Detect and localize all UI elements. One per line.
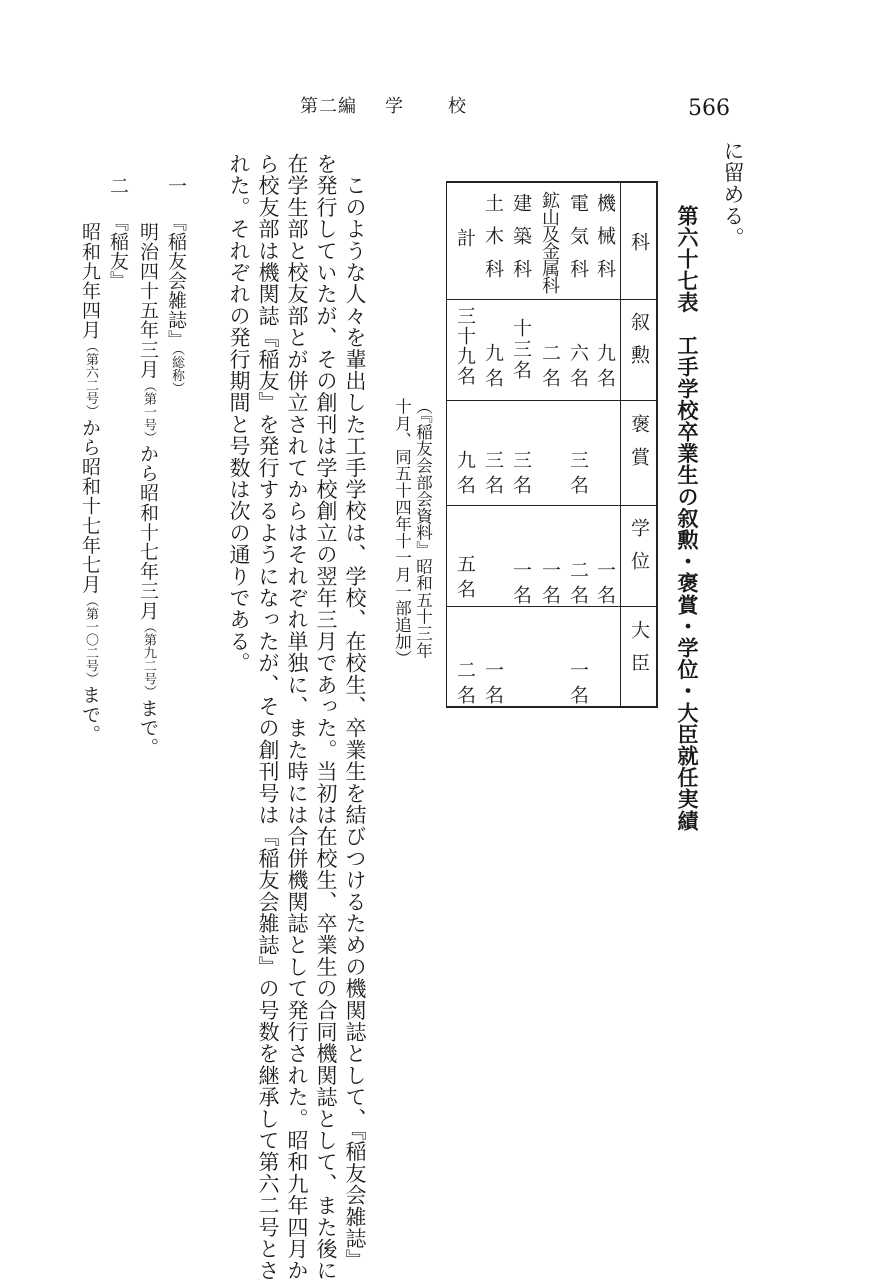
paragraph-line: を発行していたが、その創刊は学校創立の翌年三月であった。当初は在校生、卒業生の合同機関誌として、また後に	[314, 153, 338, 1281]
paragraph-line: ら校友部は機関誌『稲友』を発行するようになったが、その創刊号は『稲友会雑誌』の号数を継承して第六二号とさ	[256, 153, 280, 1281]
list-item-number: 一	[165, 176, 187, 196]
header-cell-gakui: 学位	[628, 518, 650, 584]
list-item-number: 二	[107, 176, 129, 196]
paragraph-line: れた。それぞれの発行期間と号数は次の通りである。	[227, 153, 251, 674]
table-right-rule	[656, 181, 658, 708]
cell-jokun: 九名	[482, 343, 504, 393]
header-part2: 校	[448, 96, 467, 117]
cell-jokun: 九名	[594, 343, 616, 393]
cell-gakui: 五名	[454, 554, 476, 604]
header-chapter: 第二編	[300, 96, 357, 117]
table-left-rule	[446, 181, 447, 708]
cell-gakui: 二名	[567, 560, 589, 610]
cell-gakui: 一名	[539, 560, 561, 610]
cell-jokun: 二名	[539, 343, 561, 393]
cell-jokun: 十三名	[510, 318, 532, 381]
running-header	[300, 98, 467, 116]
cell-subject: 建築科	[510, 193, 532, 292]
cell-hosho: 三名	[482, 450, 504, 500]
header-cell-subject: 科	[628, 232, 650, 265]
paragraph-line: このような人々を輩出した工手学校は、学校、在校生、卒業生を結びつけるための機関誌として、『稲友会雑誌』	[343, 153, 367, 1271]
col-separator	[446, 400, 658, 401]
col-separator	[446, 505, 658, 506]
cell-gakui: 一名	[510, 560, 532, 610]
cell-daijin: 一名	[482, 660, 504, 710]
cell-daijin: 二名	[454, 660, 476, 710]
header-cell-jokun: 叙勲	[628, 312, 650, 378]
table-title: 第六十七表 工手学校卒業生の叙勲・褒賞・学位・大臣就任実績	[675, 205, 700, 832]
cell-jokun: 六名	[567, 343, 589, 393]
cell-subject: 電気科	[567, 193, 589, 292]
table-source-line2: 十月、同五十四年十一月一部追加）	[392, 398, 412, 667]
table-bottom-rule	[446, 706, 658, 708]
cell-hosho: 三名	[510, 450, 532, 500]
table-top-rule	[446, 181, 658, 183]
continuation-text: に留める。	[721, 140, 745, 249]
page-number: 566	[688, 96, 730, 121]
list-item-detail: 明治四十五年三月（第一号）から昭和十七年三月（第九二号）まで。	[137, 222, 159, 758]
cell-gakui: 一名	[594, 560, 616, 610]
header-separator	[620, 181, 621, 708]
paragraph-line: 在学生部と校友部とが併立されてからはそれぞれ単独に、また時には合併機関誌として発行された。昭和九年四月か	[285, 153, 309, 1281]
table-source-line1: （『稲友会部会資料』昭和五十三年	[413, 398, 433, 659]
header-cell-hosho: 褒賞	[628, 414, 650, 480]
list-item-detail: 昭和九年四月（第六二号）から昭和十七年七月（第一〇二号）まで。	[79, 222, 101, 744]
cell-subject: 土木科	[482, 193, 504, 292]
cell-daijin: 一名	[567, 660, 589, 710]
list-item-title: 『稲友』	[107, 212, 129, 291]
cell-jokun: 三十九名	[454, 306, 476, 386]
cell-hosho: 九名	[454, 450, 476, 500]
cell-hosho: 三名	[567, 450, 589, 500]
header-cell-daijin: 大臣	[628, 620, 650, 686]
cell-subject: 機械科	[594, 193, 616, 292]
cell-subject: 計	[454, 228, 476, 253]
list-item-title: 『稲友会雑誌』（総称）	[165, 212, 187, 395]
cell-subject: 鉱山及金属科	[539, 191, 560, 293]
header-part1: 学	[385, 96, 404, 117]
col-separator	[446, 299, 658, 300]
